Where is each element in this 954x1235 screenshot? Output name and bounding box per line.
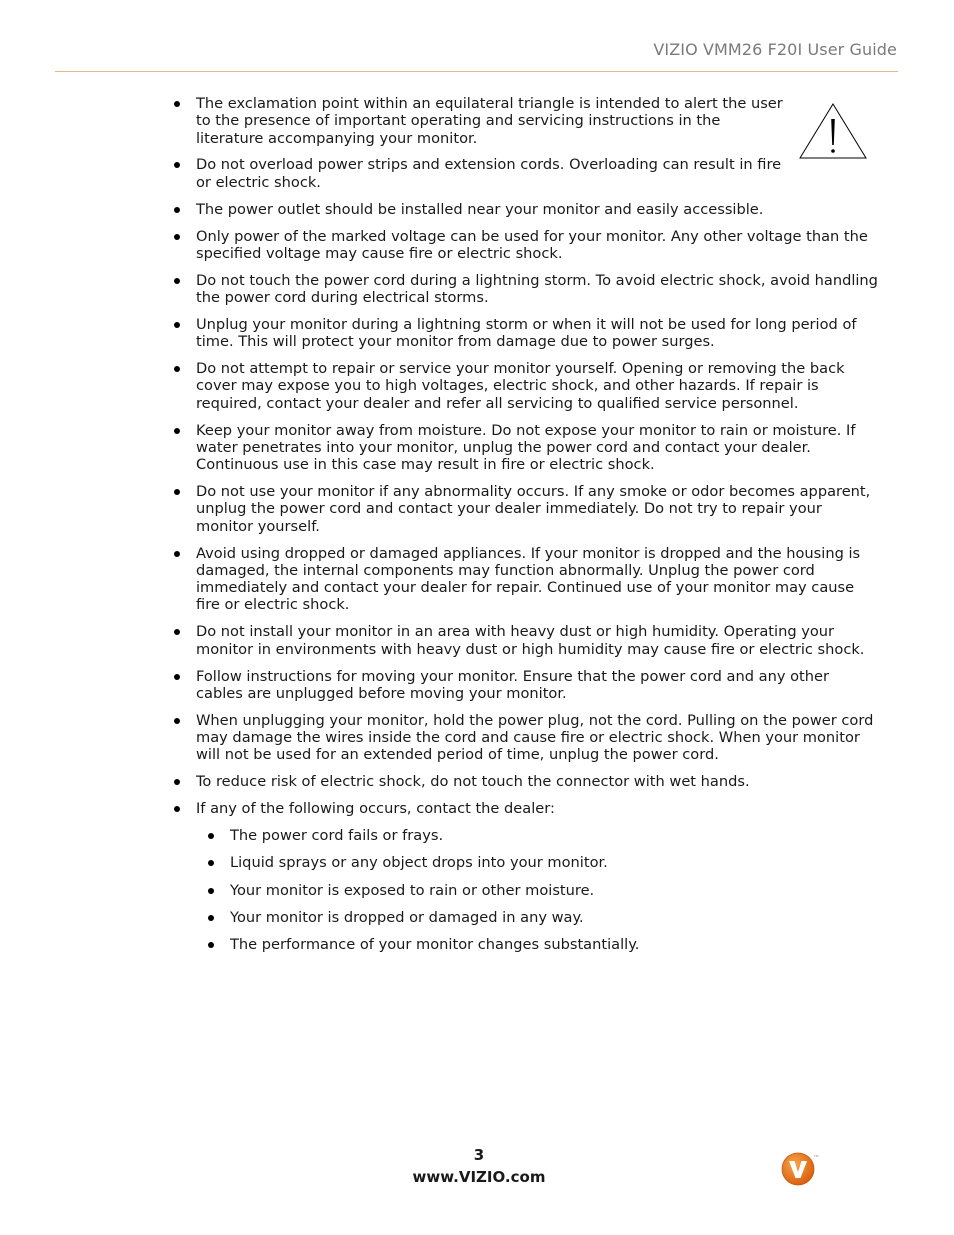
list-item: Avoid using dropped or damaged appliances. If your monitor is dropped and the housing is damaged, the internal components may function abnormally. Unplug the power cord immediately and contact your dealer for repair. Continued use of your monitor may cause fire or electric shock.	[196, 545, 880, 614]
page-number: 3	[473, 1146, 485, 1164]
svg-text:TM: TM	[814, 1154, 819, 1158]
list-item: Do not attempt to repair or service your monitor yourself. Opening or removing the back cover may expose you to high voltages, electric shock, and other hazards. If repair is required, contact your dealer and refer all servicing to qualified service personnel.	[196, 360, 880, 412]
list-item: Do not touch the power cord during a lightning storm. To avoid electric shock, avoid handling the power cord during electrical storms.	[196, 272, 880, 307]
list-item: When unplugging your monitor, hold the power plug, not the cord. Pulling on the power cord may damage the wires inside the cord and cause fire or electric shock. When your monitor will not be used for an extended period of time, unplug the power cord.	[196, 712, 880, 764]
list-item: Only power of the marked voltage can be used for your monitor. Any other voltage than the specified voltage may cause fire or electric shock.	[196, 228, 880, 263]
sublist-item: The power cord fails or frays.	[230, 827, 954, 844]
sublist-item: Your monitor is exposed to rain or other moisture.	[230, 882, 954, 899]
footer-url-link[interactable]: www.VIZIO.com	[412, 1168, 546, 1186]
list-item: Keep your monitor away from moisture. Do not expose your monitor to rain or moisture. If water penetrates into your monitor, unplug the power cord and contact your dealer. Continuous use in this case may result in fire or electric shock.	[196, 422, 880, 474]
list-item: Do not use your monitor if any abnormality occurs. If any smoke or odor becomes apparent, unplug the power cord and contact your dealer immediately. Do not try to repair your monitor yourself.	[196, 483, 880, 535]
dealer-conditions-sublist	[0, 827, 954, 953]
list-item: Unplug your monitor during a lightning storm or when it will not be used for long period of time. This will protect your monitor from damage due to power surges.	[196, 316, 880, 351]
list-item: If any of the following occurs, contact the dealer:	[196, 800, 880, 817]
list-item: The power outlet should be installed near your monitor and easily accessible.	[196, 201, 880, 218]
list-item: Follow instructions for moving your monitor. Ensure that the power cord and any other cables are unplugged before moving your monitor.	[196, 668, 880, 703]
running-header-title: VIZIO VMM26 F20I User Guide	[653, 40, 897, 59]
header-divider	[55, 71, 898, 72]
list-item: To reduce risk of electric shock, do not touch the connector with wet hands.	[196, 773, 880, 790]
list-item: Do not overload power strips and extension cords. Overloading can result in fire or electric shock.	[196, 156, 792, 191]
sublist-item: The performance of your monitor changes substantially.	[230, 936, 954, 953]
list-item: The exclamation point within an equilateral triangle is intended to alert the user to the presence of important operating and servicing instructions in the literature accompanying your monitor.	[196, 95, 792, 147]
sublist-item: Your monitor is dropped or damaged in any way.	[230, 909, 954, 926]
safety-instructions-list	[0, 95, 954, 963]
sublist-item: Liquid sprays or any object drops into your monitor.	[230, 854, 954, 871]
list-item: Do not install your monitor in an area with heavy dust or high humidity. Operating your monitor in environments with heavy dust or high humidity may cause fire or electric shock.	[196, 623, 880, 658]
dealer-conditions-sublist-wrapper	[0, 827, 954, 953]
vizio-logo-icon	[781, 1151, 819, 1187]
